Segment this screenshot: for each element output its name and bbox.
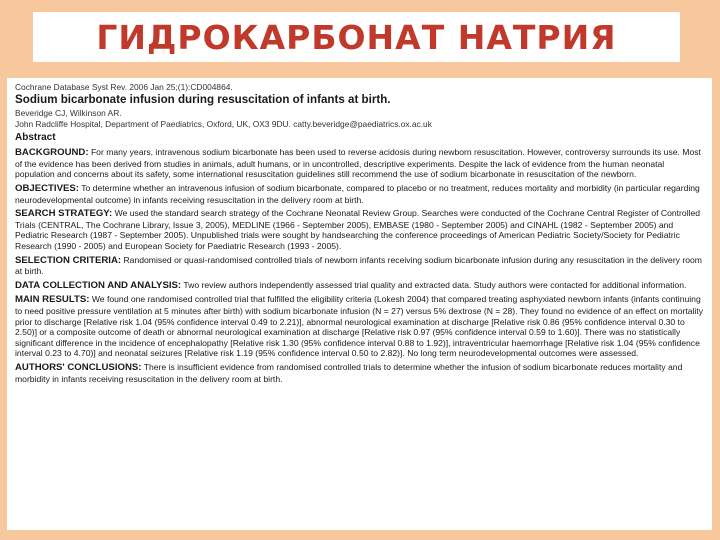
section-label: MAIN RESULTS: bbox=[15, 294, 90, 306]
section-label: BACKGROUND: bbox=[15, 147, 89, 159]
section-authors-conclusions bbox=[15, 362, 704, 384]
abstract-heading: Abstract bbox=[15, 132, 56, 144]
section-main-results bbox=[15, 294, 704, 359]
section-text: For many years, intravenous sodium bicarbonate has been used to reverse acidosis during newborn resuscitation. However, controversy surrounds its use. Most of the evidence has been derived from studies in animals, adult humans, or in uncontrolled, descriptive experiments. Despite the lack of evidence from the human neonatal population and concerns about its safety, some international resuscitation guidelines still recommend the use of sodium bicarbonate in resuscitation of the newborn. bbox=[15, 147, 701, 180]
section-text: There is insufficient evidence from randomised controlled trials to determine whether the infusion of sodium bicarbonate reduces mortality and morbidity in infants receiving resuscitation in the delivery room at birth. bbox=[15, 361, 683, 384]
section-text: Two review authors independently assessed trial quality and extracted data. Study authors were contacted for additional information. bbox=[183, 279, 687, 290]
slide-title: ГИДРОКАРБОНАТ НАТРИЯ bbox=[96, 17, 617, 57]
section-label: DATA COLLECTION AND ANALYSIS: bbox=[15, 279, 182, 291]
section-text: We used the standard search strategy of the Cochrane Neonatal Review Group. Searches were conducted of the Cochrane Central Register of Controlled Trials (CENTRAL, The Cochrane Library, Issue 3, 2005), MEDLINE (1966 - September 2005), EMBASE (1980 - September 2005) and CINAHL (1982 - September 2005) and Pediatric Research (1987 - September 2005). Unpublished trials were sought by handsearching the conference proceedings of American Pediatric Society/Society for Pediatric Research (1990 - 2005) and European Society for Paediatric Research (1993 - 2005). bbox=[15, 208, 701, 251]
section-text: We found one randomised controlled trial that fulfilled the eligibility criteria (Lokesh 2004) that compared treating asphyxiated newborn infants (infants continuing to need positive pressure ventilation at 5 minutes after birth) with sodium bicarbonate infusion (N = 27) versus 5% dextrose (N = 28). They found no evidence of an effect on mortality prior to discharge [Relative risk 1.04 (95% confidence interval 0.49 to 2.21)], abnormal neurological examination at discharge [Relative risk 0.86 (95% confidence interval 0.30 to 2.50)] or a composite outcome of death or abnormal neurological examination at discharge [Relative risk 0.97 (95% confidence interval 0.59 to 1.60)]. There was no statistically significant difference in the incidence of encephalopathy [Relative risk 1.30 (95% confidence interval 0.88 to 1.92)], intraventricular haemorrhage [Relative risk 1.04 (95% confidence interval 0.23 to 4.70)] and neonatal seizures [Relative risk 1.19 (95% confidence interval 0.50 to 2.82)]. No long term neurodevelopmental outcomes were assessed. bbox=[15, 294, 704, 359]
abstract-document bbox=[7, 78, 712, 530]
section-data-collection bbox=[15, 280, 704, 292]
slide-title-box bbox=[33, 12, 680, 62]
section-label: AUTHORS' CONCLUSIONS: bbox=[15, 361, 142, 373]
section-label: OBJECTIVES: bbox=[15, 183, 79, 194]
section-selection-criteria bbox=[15, 255, 704, 277]
section-label: SEARCH STRATEGY: bbox=[15, 208, 113, 220]
article-title: Sodium bicarbonate infusion during resuscitation of infants at birth. bbox=[15, 93, 391, 107]
section-background bbox=[15, 147, 704, 180]
citation: Cochrane Database Syst Rev. 2006 Jan 25;(1):CD004864. bbox=[15, 82, 233, 92]
section-search-strategy bbox=[15, 208, 704, 251]
section-text: To determine whether an intravenous infusion of sodium bicarbonate, compared to placebo or no treatment, reduces mortality and morbidity (in particular regarding neurodevelopmental outcome) in infants receiving resuscitation in the delivery room at birth. bbox=[15, 183, 700, 205]
authors: Beveridge CJ, Wilkinson AR. bbox=[15, 108, 122, 119]
affiliation: John Radcliffe Hospital, Department of Paediatrics, Oxford, UK, OX3 9DU. catty.beveridge@paediatrics.ox.ac.uk bbox=[15, 118, 432, 129]
section-text: Randomised or quasi-randomised controlled trials of newborn infants receiving sodium bicarbonate infusion during any resuscitation in the delivery room at birth. bbox=[15, 254, 702, 277]
section-objectives bbox=[15, 183, 704, 205]
section-label: SELECTION CRITERIA: bbox=[15, 254, 122, 266]
